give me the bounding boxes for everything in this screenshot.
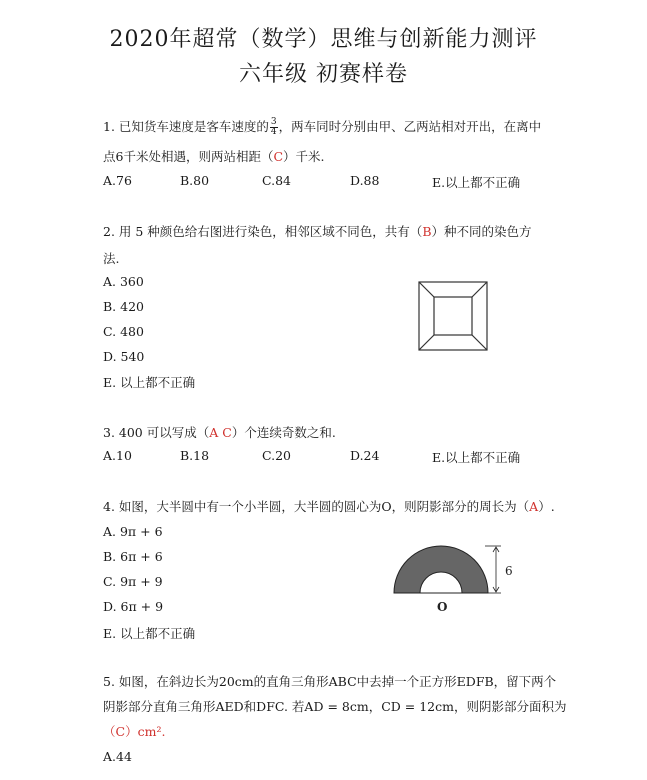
q2-option-b: B. 420 — [103, 299, 144, 314]
question-1-line-1 — [103, 117, 541, 137]
question-1-text-b: ，两车同时分别由甲、乙两站相对开出，在离中 — [278, 119, 542, 134]
q3-option-d: D.24 — [350, 448, 380, 463]
q4-option-b: B. 6π + 6 — [103, 549, 163, 564]
fraction — [270, 118, 278, 137]
q1-option-c: C.84 — [262, 173, 291, 188]
question-5-line-2: 阴影部分直角三角形AED和DFC. 若AD = 8cm，CD = 12cm，则阴影部分面积为 — [103, 699, 567, 714]
q3-option-c: C.20 — [262, 448, 291, 463]
answer-5: C — [115, 724, 126, 739]
question-1-line2-a: 点6千米处相遇，则两站相距（ — [103, 149, 274, 164]
corner-line — [472, 335, 487, 350]
answer-5-close: ）cm². — [125, 724, 166, 739]
q1-option-a: A.76 — [103, 173, 132, 188]
question-5-line-3 — [103, 722, 165, 740]
question-2-line-2: 法. — [103, 251, 120, 266]
question-2-text-a: 2. 用 5 种颜色给右图进行染色，相邻区域不同色，共有（ — [103, 224, 423, 239]
q2-option-c: C. 480 — [103, 324, 144, 339]
question-5-line-1: 5. 如图，在斜边长为20cm的直角三角形ABC中去掉一个正方形EDFB，留下两个 — [103, 674, 557, 689]
label-o: O — [437, 600, 448, 614]
question-4-line — [103, 497, 555, 515]
question-3-text-b: ）个连续奇数之和. — [231, 425, 336, 440]
question-2-line-1 — [103, 222, 532, 240]
question-1-line2-b: ）千米. — [283, 149, 325, 164]
q2-option-e: E. 以上都不正确 — [103, 375, 196, 390]
question-4-text-b: ）. — [538, 499, 555, 514]
q1-option-d: D.88 — [350, 173, 380, 188]
shaded-region — [394, 546, 488, 593]
corner-line — [419, 282, 434, 297]
q1-option-e: E.以上都不正确 — [432, 175, 521, 190]
question-3-text-a: 3. 400 可以写成（ — [103, 425, 210, 440]
corner-line — [419, 335, 434, 350]
q5-option-a: A.44 — [103, 749, 132, 764]
answer-5-open-paren: （ — [103, 724, 116, 739]
q4-option-a: A. 9π + 6 — [103, 524, 163, 539]
q3-option-a: A.10 — [103, 448, 132, 463]
question-4-text-a: 4. 如图，大半圆中有一个小半圆，大半圆的圆心为O，则阴影部分的周长为（ — [103, 499, 530, 514]
inner-square — [434, 297, 472, 335]
fraction-numerator: 3 — [270, 117, 277, 127]
q3-option-e: E.以上都不正确 — [432, 450, 521, 465]
question-3-line — [103, 423, 336, 441]
corner-line — [472, 282, 487, 297]
q4-semicircle-figure — [388, 538, 514, 618]
q4-option-c: C. 9π + 9 — [103, 574, 163, 589]
label-6: 6 — [505, 564, 513, 578]
answer-3: A C — [209, 425, 232, 440]
answer-1: C — [273, 149, 284, 164]
page-subtitle: 六年级 初赛样卷 — [239, 62, 408, 87]
q4-option-d: D. 6π + 9 — [103, 599, 164, 614]
fraction-denominator: 4 — [270, 127, 277, 137]
q2-option-a: A. 360 — [103, 274, 144, 289]
answer-2: B — [422, 224, 432, 239]
question-1-text-a: 1. 已知货车速度是客车速度的 — [103, 119, 269, 134]
question-1-line-2 — [103, 147, 325, 165]
q2-square-figure — [418, 281, 488, 351]
q4-option-e: E. 以上都不正确 — [103, 626, 196, 641]
q3-option-b: B.18 — [180, 448, 210, 463]
q1-option-b: B.80 — [180, 173, 210, 188]
question-2-text-b: ）种不同的染色方 — [431, 224, 532, 239]
q2-option-d: D. 540 — [103, 349, 145, 364]
answer-4: A — [529, 499, 539, 514]
page-title: 2020年超常（数学）思维与创新能力测评 — [109, 27, 538, 52]
